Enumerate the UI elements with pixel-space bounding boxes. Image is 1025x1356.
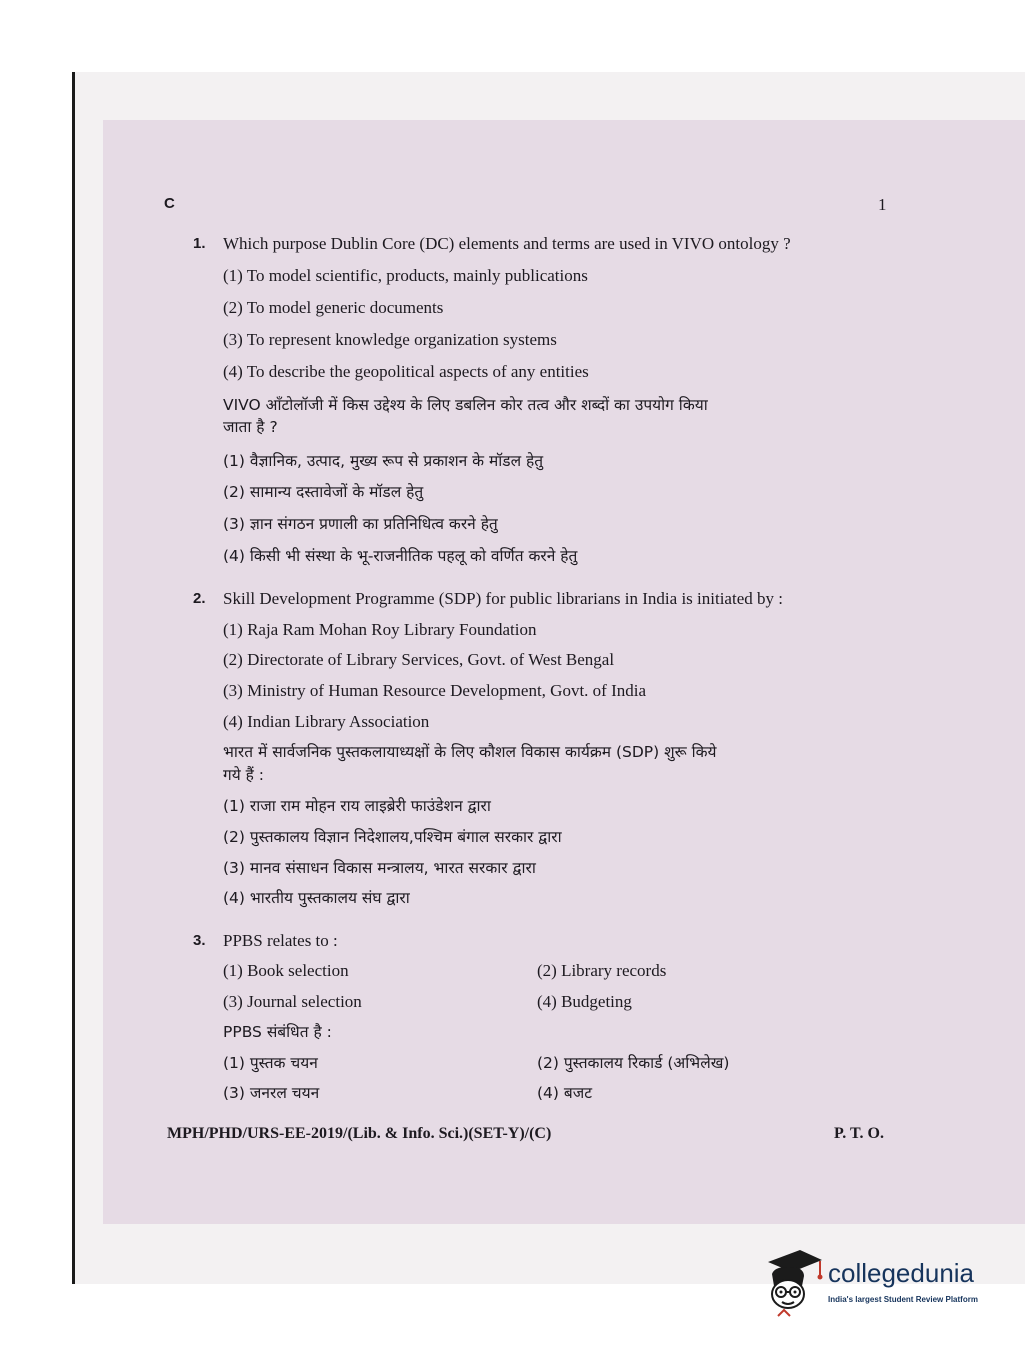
brand-tagline: India's largest Student Review Platform — [828, 1295, 978, 1304]
question-3-hindi-question: PPBS संबंधित है : — [223, 1023, 332, 1041]
question-2-option-2: (2) Directorate of Library Services, Govt. of West Bengal — [223, 650, 615, 669]
question-3-hindi-option-1: (1) पुस्तक चयन — [223, 1054, 318, 1072]
question-3-hindi-option-4: (4) बजट — [537, 1084, 593, 1102]
brand-name: collegedunia — [828, 1258, 975, 1288]
question-2-hindi-line-2: गये हैं : — [223, 766, 265, 784]
question-1-hindi-option-2: (2) सामान्य दस्तावेजों के मॉडल हेतु — [223, 483, 424, 501]
set-letter: C — [164, 195, 175, 212]
question-1-hindi-option-3: (3) ज्ञान संगठन प्रणाली का प्रतिनिधित्व करने हेतु — [223, 515, 498, 533]
question-2-number: 2. — [193, 590, 206, 607]
question-1-option-3: (3) To represent knowledge organization systems — [223, 330, 557, 349]
question-1-option-4: (4) To describe the geopolitical aspects of any entities — [223, 362, 589, 381]
question-2-option-4: (4) Indian Library Association — [223, 712, 430, 731]
question-3-option-1: (1) Book selection — [223, 961, 349, 980]
question-2-hindi-option-2: (2) पुस्तकालय विज्ञान निदेशालय,पश्चिम बंगाल सरकार द्वारा — [223, 828, 562, 846]
question-1-hindi-line-2: जाता है ? — [223, 418, 278, 436]
question-3-option-2: (2) Library records — [537, 961, 667, 980]
question-2-option-3: (3) Ministry of Human Resource Development, Govt. of India — [223, 681, 647, 700]
question-3-hindi-option-2: (2) पुस्तकालय रिकार्ड (अभिलेख) — [537, 1054, 730, 1072]
question-1-option-1: (1) To model scientific, products, mainly publications — [223, 266, 588, 285]
question-3-option-3: (3) Journal selection — [223, 992, 362, 1011]
question-1-english: Which purpose Dublin Core (DC) elements and terms are used in VIVO ontology ? — [223, 234, 791, 253]
pto-label: P. T. O. — [834, 1125, 884, 1142]
question-1-hindi-line-1: VIVO ऑंटोलॉजी में किस उद्देश्य के लिए डबलिन कोर तत्व और शब्दों का उपयोग किया — [223, 396, 708, 414]
question-2-hindi-option-3: (3) मानव संसाधन विकास मन्त्रालय, भारत सरकार द्वारा — [223, 859, 536, 877]
page-number: 1 — [878, 195, 887, 214]
collegedunia-watermark — [762, 1246, 1002, 1326]
question-1-option-2: (2) To model generic documents — [223, 298, 444, 317]
question-2-option-1: (1) Raja Ram Mohan Roy Library Foundation — [223, 620, 537, 639]
question-2-hindi-line-1: भारत में सार्वजनिक पुस्तकलायाध्यक्षों के लिए कौशल विकास कार्यक्रम (SDP) शुरू किये — [223, 743, 717, 761]
question-2-hindi-option-1: (1) राजा राम मोहन राय लाइब्रेरी फाउंडेशन द्वारा — [223, 797, 491, 815]
question-2-hindi-option-4: (4) भारतीय पुस्तकालय संघ द्वारा — [223, 889, 410, 907]
question-3-option-4: (4) Budgeting — [537, 992, 632, 1011]
question-2-english: Skill Development Programme (SDP) for public librarians in India is initiated by : — [223, 589, 783, 608]
question-1-number: 1. — [193, 235, 206, 252]
question-1-hindi-option-4: (4) किसी भी संस्था के भू-राजनीतिक पहलू को वर्णित करने हेतु — [223, 547, 578, 565]
question-3-english: PPBS relates to : — [223, 931, 338, 950]
student-mascot-icon — [762, 1246, 826, 1326]
question-1-hindi-option-1: (1) वैज्ञानिक, उत्पाद, मुख्य रूप से प्रकाशन के मॉडल हेतु — [223, 452, 544, 470]
question-3-hindi-option-3: (3) जनरल चयन — [223, 1084, 320, 1102]
paper-code: MPH/PHD/URS-EE-2019/(Lib. & Info. Sci.)(SET-Y)/(C) — [167, 1125, 552, 1142]
question-3-number: 3. — [193, 932, 206, 949]
